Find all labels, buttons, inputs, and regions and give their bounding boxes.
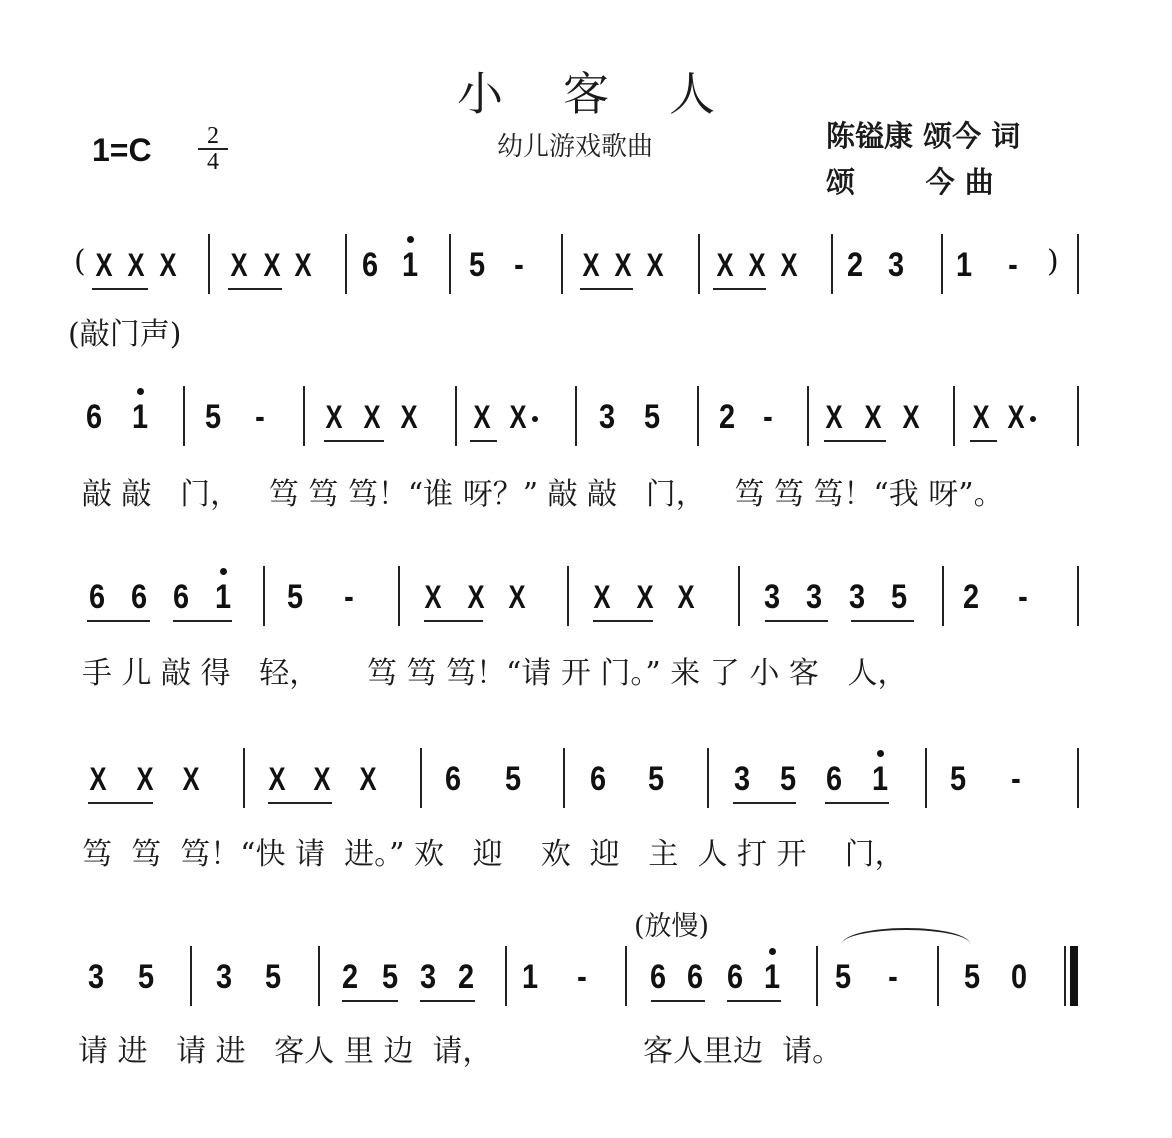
rhythm-note: X <box>424 579 442 615</box>
note: 5 <box>779 760 797 798</box>
rhythm-note: X <box>230 247 248 283</box>
augmentation-dot <box>1030 416 1036 422</box>
barline <box>455 386 457 446</box>
high-octave-dot <box>137 388 144 395</box>
eighth-underline <box>851 620 914 622</box>
eighth-underline <box>268 802 332 804</box>
rhythm-note: X <box>780 247 798 283</box>
note: 5 <box>890 578 908 616</box>
note: 6 <box>130 578 148 616</box>
barline <box>953 386 955 446</box>
note: 5 <box>137 958 155 996</box>
note: 5 <box>204 398 222 436</box>
lyrics-line-3: 笃 笃 笃！“快 请 进。” 欢 迎 欢 迎 主 人 打 开 门， <box>82 837 905 872</box>
rhythm-note: X <box>864 399 882 435</box>
note: 3 <box>215 958 233 996</box>
note: 3 <box>87 958 105 996</box>
barline <box>816 946 818 1006</box>
rhythm-note: X <box>263 247 281 283</box>
note: 3 <box>805 578 823 616</box>
note: 2 <box>457 958 475 996</box>
time-signature-numerator: 2 <box>198 124 228 150</box>
note: 2 <box>846 246 864 284</box>
note: 0 <box>1010 958 1028 996</box>
rhythm-note: X <box>636 579 654 615</box>
note: 2 <box>341 958 359 996</box>
rhythm-note: X <box>748 247 766 283</box>
lyricist-credit: 陈镒康 颂今 词 <box>826 119 1021 153</box>
rhythm-note: X <box>127 247 145 283</box>
eighth-underline <box>228 288 282 290</box>
rhythm-note: X <box>473 399 491 435</box>
rhythm-note: X <box>1007 399 1025 435</box>
note: 6 <box>361 246 379 284</box>
rhythm-note: X <box>325 399 343 435</box>
barline <box>698 234 700 294</box>
barline <box>190 946 192 1006</box>
note: 3 <box>848 578 866 616</box>
note: 3 <box>887 246 905 284</box>
lyrics-line-4a: 请 进 请 进 客人 里 边 请， <box>78 1034 493 1069</box>
time-signature <box>198 124 228 174</box>
eighth-underline <box>651 1000 705 1002</box>
note: 6 <box>172 578 190 616</box>
extension-dash: - <box>255 398 265 436</box>
extension-dash: - <box>1008 246 1018 284</box>
barline <box>625 946 627 1006</box>
rhythm-note: X <box>508 579 526 615</box>
barline <box>942 566 944 626</box>
note: 5 <box>504 760 522 798</box>
barline <box>398 566 400 626</box>
barline <box>563 748 565 808</box>
barline <box>303 386 305 446</box>
barline <box>420 748 422 808</box>
barline <box>738 566 740 626</box>
extension-dash: - <box>344 578 354 616</box>
note: 6 <box>85 398 103 436</box>
song-subtitle: 幼儿游戏歌曲 <box>496 132 653 162</box>
eighth-underline <box>970 440 997 442</box>
eighth-underline <box>580 288 633 290</box>
note: 6 <box>88 578 106 616</box>
rhythm-note: X <box>467 579 485 615</box>
eighth-underline <box>733 802 796 804</box>
high-octave-dot <box>220 568 227 575</box>
note: 6 <box>825 760 843 798</box>
rhythm-note: X <box>593 579 611 615</box>
note: 3 <box>419 958 437 996</box>
barline <box>1077 234 1079 294</box>
rhythm-note: X <box>582 247 600 283</box>
rhythm-note: X <box>313 761 331 797</box>
eighth-underline <box>470 440 497 442</box>
extension-dash: - <box>514 246 524 284</box>
barline <box>263 566 265 626</box>
eighth-underline <box>727 1000 781 1002</box>
rhythm-note: X <box>509 399 527 435</box>
eighth-underline <box>342 1000 398 1002</box>
extension-dash: - <box>577 958 587 996</box>
note: 5 <box>264 958 282 996</box>
rhythm-note: X <box>363 399 381 435</box>
note: 1 <box>214 578 232 616</box>
barline <box>318 946 320 1006</box>
tie-arc <box>842 928 970 944</box>
note: 6 <box>726 958 744 996</box>
extension-dash: - <box>763 398 773 436</box>
barline <box>505 946 507 1006</box>
rhythm-note: X <box>646 247 664 283</box>
note: 5 <box>643 398 661 436</box>
eighth-underline <box>424 620 483 622</box>
note: 5 <box>286 578 304 616</box>
note: 5 <box>834 958 852 996</box>
eighth-underline <box>324 440 384 442</box>
high-octave-dot <box>769 948 776 955</box>
note: 1 <box>955 246 973 284</box>
note: 5 <box>381 958 399 996</box>
time-signature-denominator: 4 <box>207 149 219 175</box>
note: 1 <box>871 760 889 798</box>
composer-credit: 颂 今 曲 <box>826 165 994 199</box>
eighth-underline <box>824 440 886 442</box>
key-signature <box>92 132 152 169</box>
rhythm-note: X <box>902 399 920 435</box>
note: 6 <box>444 760 462 798</box>
barline <box>707 748 709 808</box>
rhythm-note: X <box>972 399 990 435</box>
note: 5 <box>949 760 967 798</box>
eighth-underline <box>713 288 766 290</box>
note: 1 <box>131 398 149 436</box>
note: 6 <box>686 958 704 996</box>
barline <box>449 234 451 294</box>
barline <box>941 234 943 294</box>
note: 6 <box>589 760 607 798</box>
eighth-underline <box>825 802 889 804</box>
barline <box>925 748 927 808</box>
barline <box>208 234 210 294</box>
note: 1 <box>401 246 419 284</box>
high-octave-dot <box>407 236 414 243</box>
eighth-underline <box>420 1000 475 1002</box>
rhythm-note: X <box>677 579 695 615</box>
barline <box>807 386 809 446</box>
note: 1 <box>763 958 781 996</box>
extension-dash: - <box>1011 760 1021 798</box>
lyrics-line-4b: 客人里边 请。 <box>643 1034 843 1069</box>
rhythm-note: X <box>716 247 734 283</box>
note: 2 <box>718 398 736 436</box>
note: 5 <box>647 760 665 798</box>
augmentation-dot <box>532 416 538 422</box>
rhythm-note: X <box>89 761 107 797</box>
barline <box>937 946 939 1006</box>
barline <box>1077 748 1079 808</box>
final-barline-thick <box>1070 946 1078 1006</box>
rhythm-note: X <box>294 247 312 283</box>
eighth-underline <box>593 620 653 622</box>
note: 5 <box>963 958 981 996</box>
lyrics-line-2: 手 儿 敲 得 轻， 笃 笃 笃！“请 开 门。” 来 了 小 客 人， <box>82 656 908 691</box>
close-paren: ) <box>1047 244 1059 279</box>
barline <box>561 234 563 294</box>
rhythm-note: X <box>614 247 632 283</box>
rhythm-note: X <box>182 761 200 797</box>
rhythm-note: X <box>268 761 286 797</box>
barline <box>831 234 833 294</box>
open-paren: ( <box>74 244 86 279</box>
note: 6 <box>649 958 667 996</box>
barline <box>697 386 699 446</box>
song-title: 小客人 <box>457 67 775 121</box>
eighth-underline <box>765 620 828 622</box>
note: 5 <box>468 246 486 284</box>
note: 3 <box>598 398 616 436</box>
barline <box>575 386 577 446</box>
barline <box>345 234 347 294</box>
tempo-marking: (放慢) <box>634 911 710 942</box>
rhythm-note: X <box>359 761 377 797</box>
rhythm-note: X <box>95 247 113 283</box>
eighth-underline <box>87 620 150 622</box>
high-octave-dot <box>877 750 884 757</box>
eighth-underline <box>173 620 232 622</box>
rhythm-note: X <box>159 247 177 283</box>
lyrics-line-1: 敲 敲 门， 笃 笃 笃！“谁 呀？” 敲 敲 门， 笃 笃 笃！“我 呀”。 <box>82 477 1004 512</box>
barline <box>183 386 185 446</box>
key-signature-text: 1=C <box>92 132 152 168</box>
extension-dash: - <box>888 958 898 996</box>
note: 3 <box>733 760 751 798</box>
final-barline-thin <box>1064 946 1066 1006</box>
barline <box>567 566 569 626</box>
barline <box>243 748 245 808</box>
eighth-underline <box>88 802 153 804</box>
note: 1 <box>521 958 539 996</box>
rhythm-note: X <box>400 399 418 435</box>
note: 3 <box>763 578 781 616</box>
rhythm-note: X <box>136 761 154 797</box>
barline <box>1077 386 1079 446</box>
rhythm-note: X <box>825 399 843 435</box>
extension-dash: - <box>1018 578 1028 616</box>
barline <box>1077 566 1079 626</box>
eighth-underline <box>92 288 148 290</box>
intro-label: (敲门声) <box>68 317 182 352</box>
note: 2 <box>962 578 980 616</box>
